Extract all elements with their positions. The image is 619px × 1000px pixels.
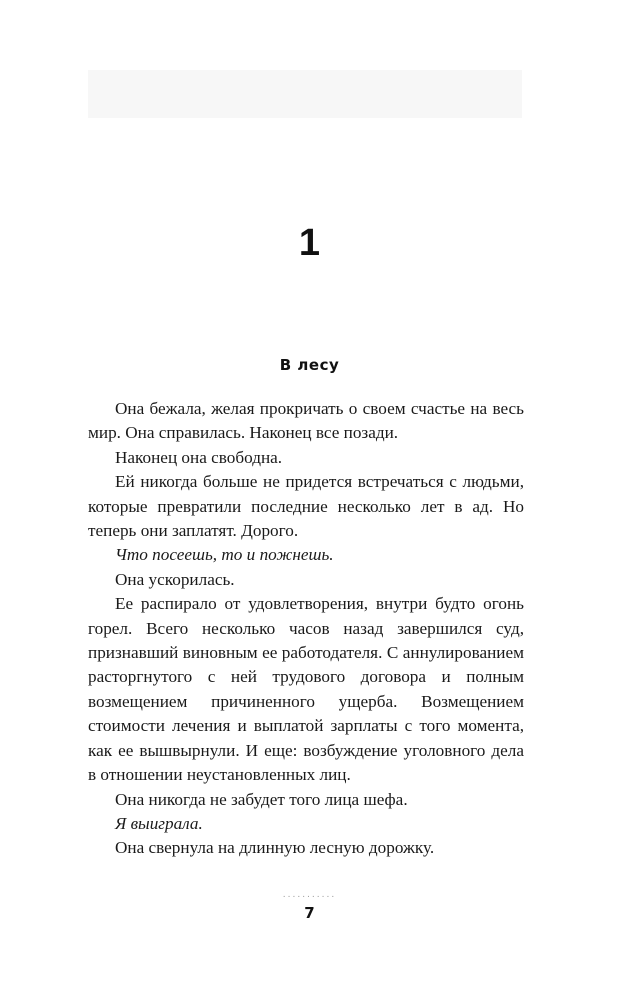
paragraph: Она никогда не забудет того лица шефа. bbox=[115, 789, 408, 809]
paragraph: Она ускорилась. bbox=[115, 569, 235, 589]
paragraph: Она бежала, желая прокричать о своем счастье на весь мир. Она справилась. Наконец все позади. bbox=[88, 399, 524, 443]
paragraph: Ей никогда больше не придется встречаться с людьми, которые превратили последние несколько лет в ад. Но теперь они заплатят. Дорого. bbox=[88, 472, 524, 541]
page-number: 7 bbox=[304, 904, 315, 922]
chapter-title: В лесу bbox=[279, 356, 340, 374]
paragraph-italic: Я выиграла. bbox=[115, 813, 203, 833]
paragraph: Наконец она свободна. bbox=[115, 447, 283, 467]
page-number-dots: ........... bbox=[282, 890, 337, 900]
header-band bbox=[88, 70, 522, 118]
paragraph: Ее распирало от удовлетворения, внутри будто огонь горел. Всего несколько часов назад завершился суд, признавший виновным ее работодателя. С аннулированием расторгнутого с ней трудового договора и полным возмещением причиненного ущерба. Возмещением стоимости лечения и выплатой зарплаты с того момента, как ее вышвырнули. И еще: возбуждение уголовного дела в отношении неустановленных лиц. bbox=[88, 594, 524, 785]
paragraph: Она свернула на длинную лесную дорожку. bbox=[115, 838, 435, 858]
chapter-number: 1 bbox=[298, 222, 321, 264]
paragraph-italic: Что посеешь, то и пожнешь. bbox=[115, 545, 334, 565]
body-text bbox=[88, 397, 524, 861]
